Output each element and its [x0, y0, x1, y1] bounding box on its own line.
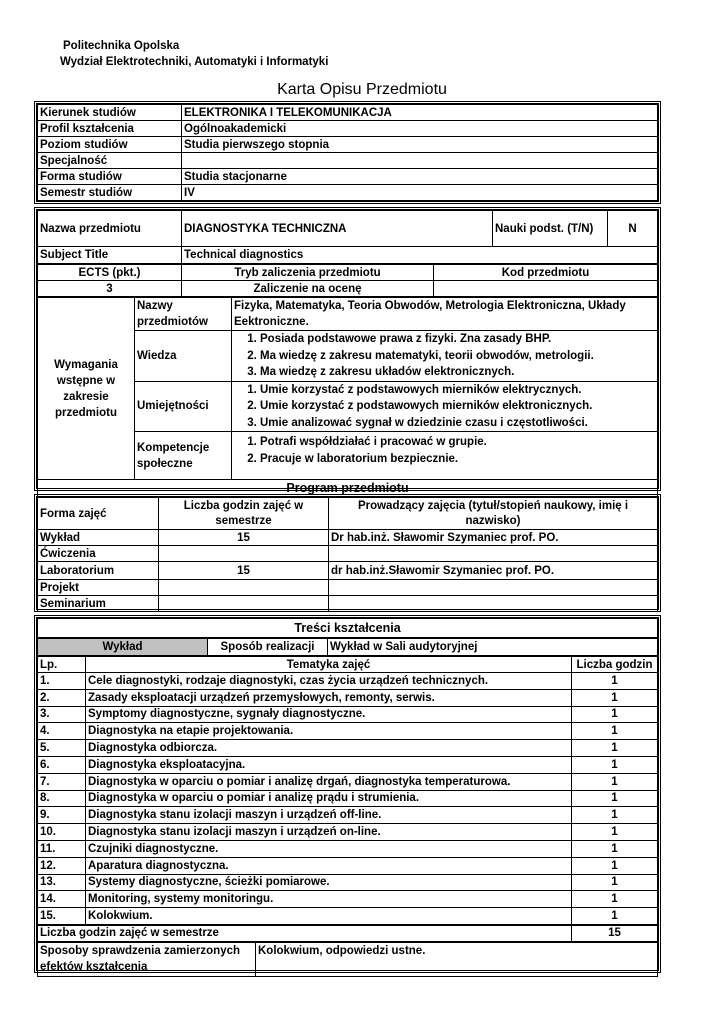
- kompetencje-list: [232, 432, 658, 480]
- table-row: [38, 773, 658, 790]
- forma: Laboratorium: [38, 562, 159, 580]
- topic-hours: 1: [572, 740, 658, 757]
- ects-value: 3: [38, 281, 182, 297]
- topic-lp: 13.: [38, 874, 86, 891]
- topic-topic: Diagnostyka stanu izolacji maszyn i urządzeń off-line.: [86, 807, 572, 824]
- topics-table: [37, 656, 658, 925]
- table-row: [38, 807, 658, 824]
- hours: [159, 596, 329, 612]
- list-item: 2. Pracuje w laboratorium bezpiecznie.: [260, 451, 655, 468]
- page-title: Karta Opisu Przedmiotu: [277, 81, 447, 98]
- topic-lp: 8.: [38, 790, 86, 807]
- study-value: Ogólnoakademicki: [182, 121, 658, 137]
- requirements-label: Wymagania wstępne w zakresie przedmiotu: [38, 298, 135, 480]
- list-item: 1. Potrafi współdziałać i pracować w grupie.: [260, 434, 655, 451]
- forma: Seminarium: [38, 596, 159, 612]
- topic-lp: 11.: [38, 840, 86, 857]
- topic-lp: 10.: [38, 824, 86, 841]
- topic-hours: 1: [572, 840, 658, 857]
- content-header-table: [37, 618, 658, 638]
- topic-hours: 1: [572, 706, 658, 723]
- teacher: [329, 546, 658, 562]
- study-label: Semestr studiów: [38, 185, 182, 201]
- study-info-box: [34, 101, 661, 204]
- subject-name-value: DIAGNOSTYKA TECHNICZNA: [182, 211, 493, 247]
- list-item: 3. Umie analizować sygnał w dziedzinie czasu i częstotliwości.: [260, 415, 655, 432]
- topic-lp: 3.: [38, 706, 86, 723]
- topic-lp: 14.: [38, 891, 86, 908]
- table-row: [38, 824, 658, 841]
- requirements-table: [37, 297, 658, 497]
- topic-hours: 1: [572, 773, 658, 790]
- content-type-label: Wykład: [38, 639, 208, 656]
- table-row: [38, 891, 658, 908]
- table-row: [38, 756, 658, 773]
- col-hours: Liczba godzin zajęć w semestrze: [159, 498, 329, 530]
- hours: 15: [159, 562, 329, 580]
- topic-topic: Czujniki diagnostyczne.: [86, 840, 572, 857]
- study-label: Profil kształcenia: [38, 121, 182, 137]
- kod-label: Kod przedmiotu: [434, 265, 658, 281]
- study-value: Studia pierwszego stopnia: [182, 137, 658, 153]
- list-item: 2. Umie korzystać z podstawowych mierników elektronicznych.: [260, 398, 655, 415]
- study-info-table: [37, 104, 658, 201]
- teacher: [329, 596, 658, 612]
- methods-label: Sposoby sprawdzenia zamierzonych efektów kształcenia: [38, 942, 256, 976]
- study-value: ELEKTRONIKA I TELEKOMUNIKACJA: [182, 105, 658, 121]
- topic-lp: 4.: [38, 723, 86, 740]
- table-row: [38, 689, 658, 706]
- content-box: [34, 615, 661, 973]
- topic-topic: Systemy diagnostyczne, ścieżki pomiarowe.: [86, 874, 572, 891]
- topic-topic: Diagnostyka eksploatacyjna.: [86, 756, 572, 773]
- topic-lp: 7.: [38, 773, 86, 790]
- hours: [159, 546, 329, 562]
- list-item: 3. Ma wiedzę z zakresu układów elektronicznych.: [260, 364, 655, 381]
- program-box: [34, 494, 661, 612]
- topic-lp: 12.: [38, 857, 86, 874]
- list-item: 1. Umie korzystać z podstawowych mierników elektrycznych.: [260, 382, 655, 399]
- topic-hours: 1: [572, 824, 658, 841]
- nauki-label: Nauki podst. (T/N): [493, 211, 608, 247]
- topic-hours: 1: [572, 891, 658, 908]
- nazwy-value: Fizyka, Matematyka, Teoria Obwodów, Metrologia Elektroniczna, Układy Eektroniczne.: [232, 298, 658, 331]
- table-row: [38, 790, 658, 807]
- table-row: [38, 908, 658, 925]
- topic-topic: Cele diagnostyki, rodzaje diagnostyki, czas życia urządzeń technicznych.: [86, 673, 572, 690]
- hours: [159, 580, 329, 596]
- topic-hours: 1: [572, 908, 658, 925]
- total-table: [37, 925, 658, 942]
- table-row: [38, 706, 658, 723]
- topic-topic: Diagnostyka w oparciu o pomiar i analizę drgań, diagnostyka temperaturowa.: [86, 773, 572, 790]
- col-topic: Tematyka zajęć: [86, 657, 572, 673]
- sposob-label: Sposób realizacji: [208, 639, 328, 656]
- subject-table: [37, 210, 658, 264]
- topic-topic: Aparatura diagnostyczna.: [86, 857, 572, 874]
- topic-hours: 1: [572, 756, 658, 773]
- ects-label: ECTS (pkt.): [38, 265, 182, 281]
- topic-topic: Kolokwium.: [86, 908, 572, 925]
- topic-topic: Diagnostyka stanu izolacji maszyn i urządzeń on-line.: [86, 824, 572, 841]
- topic-topic: Symptomy diagnostyczne, sygnały diagnostyczne.: [86, 706, 572, 723]
- study-value: [182, 153, 658, 169]
- methods-table: [37, 942, 658, 977]
- university-name: Politechnika Opolska: [63, 40, 180, 52]
- subject-name-label: Nazwa przedmiotu: [38, 211, 182, 247]
- sposob-value: Wykład w Sali audytoryjnej: [328, 639, 658, 656]
- content-title: Treści kształcenia: [38, 619, 658, 638]
- subject-title-label: Subject Title: [38, 247, 182, 264]
- topic-topic: Monitoring, systemy monitoringu.: [86, 891, 572, 908]
- study-label: Specjalność: [38, 153, 182, 169]
- study-label: Kierunek studiów: [38, 105, 182, 121]
- methods-value: Kolokwium, odpowiedzi ustne.: [256, 942, 658, 976]
- topic-topic: Zasady eksploatacji urządzeń przemysłowych, remonty, serwis.: [86, 689, 572, 706]
- topic-lp: 6.: [38, 756, 86, 773]
- study-value: IV: [182, 185, 658, 201]
- wiedza-list: [232, 331, 658, 382]
- teacher: Dr hab.inż. Sławomir Szymaniec prof. PO.: [329, 530, 658, 546]
- topic-hours: 1: [572, 723, 658, 740]
- study-label: Poziom studiów: [38, 137, 182, 153]
- hours: 15: [159, 530, 329, 546]
- table-row: [38, 740, 658, 757]
- teacher: dr hab.inż.Sławomir Szymaniec prof. PO.: [329, 562, 658, 580]
- table-row: [38, 874, 658, 891]
- topic-topic: Diagnostyka odbiorcza.: [86, 740, 572, 757]
- col-hours: Liczba godzin: [572, 657, 658, 673]
- kod-value: [434, 281, 658, 297]
- topic-lp: 5.: [38, 740, 86, 757]
- topic-hours: 1: [572, 874, 658, 891]
- nauki-value: N: [608, 211, 658, 247]
- forma: Wykład: [38, 530, 159, 546]
- subject-title-value: Technical diagnostics: [182, 247, 658, 264]
- tryb-label: Tryb zaliczenia przedmiotu: [182, 265, 434, 281]
- table-row: [38, 840, 658, 857]
- nazwy-label: Nazwy przedmiotów: [135, 298, 232, 331]
- kompetencje-label: Kompetencje społeczne: [135, 432, 232, 480]
- topic-hours: 1: [572, 790, 658, 807]
- umiejetnosci-label: Umiejętności: [135, 381, 232, 432]
- total-label: Liczba godzin zajęć w semestrze: [38, 925, 572, 941]
- faculty-name: Wydział Elektrotechniki, Automatyki i Informatyki: [60, 56, 329, 68]
- study-value: Studia stacjonarne: [182, 169, 658, 185]
- topic-lp: 2.: [38, 689, 86, 706]
- topic-topic: Diagnostyka na etapie projektowania.: [86, 723, 572, 740]
- topic-hours: 1: [572, 689, 658, 706]
- umiejetnosci-list: [232, 381, 658, 432]
- teacher: [329, 580, 658, 596]
- program-title: Program przedmiotu: [38, 480, 658, 497]
- topic-lp: 9.: [38, 807, 86, 824]
- study-label: Forma studiów: [38, 169, 182, 185]
- topic-hours: 1: [572, 857, 658, 874]
- forma: Projekt: [38, 580, 159, 596]
- program-table: [37, 497, 658, 612]
- forma: Ćwiczenia: [38, 546, 159, 562]
- col-lp: Lp.: [38, 657, 86, 673]
- list-item: 1. Posiada podstawowe prawa z fizyki. Zna zasady BHP.: [260, 331, 655, 348]
- total-value: 15: [572, 925, 658, 941]
- subject-box: [34, 207, 661, 495]
- col-teacher: Prowadzący zajęcia (tytuł/stopień naukowy, imię i nazwisko): [329, 498, 658, 530]
- col-forma: Forma zajęć: [38, 498, 159, 530]
- topic-lp: 1.: [38, 673, 86, 690]
- table-row: [38, 673, 658, 690]
- table-row: [38, 723, 658, 740]
- ects-table: [37, 264, 658, 297]
- list-item: 2. Ma wiedzę z zakresu matematyki, teorii obwodów, metrologii.: [260, 348, 655, 365]
- wiedza-label: Wiedza: [135, 331, 232, 382]
- topic-topic: Diagnostyka w oparciu o pomiar i analizę prądu i strumienia.: [86, 790, 572, 807]
- topic-lp: 15.: [38, 908, 86, 925]
- topic-hours: 1: [572, 807, 658, 824]
- topic-hours: 1: [572, 673, 658, 690]
- sposob-table: [37, 638, 658, 656]
- tryb-value: Zaliczenie na ocenę: [182, 281, 434, 297]
- table-row: [38, 857, 658, 874]
